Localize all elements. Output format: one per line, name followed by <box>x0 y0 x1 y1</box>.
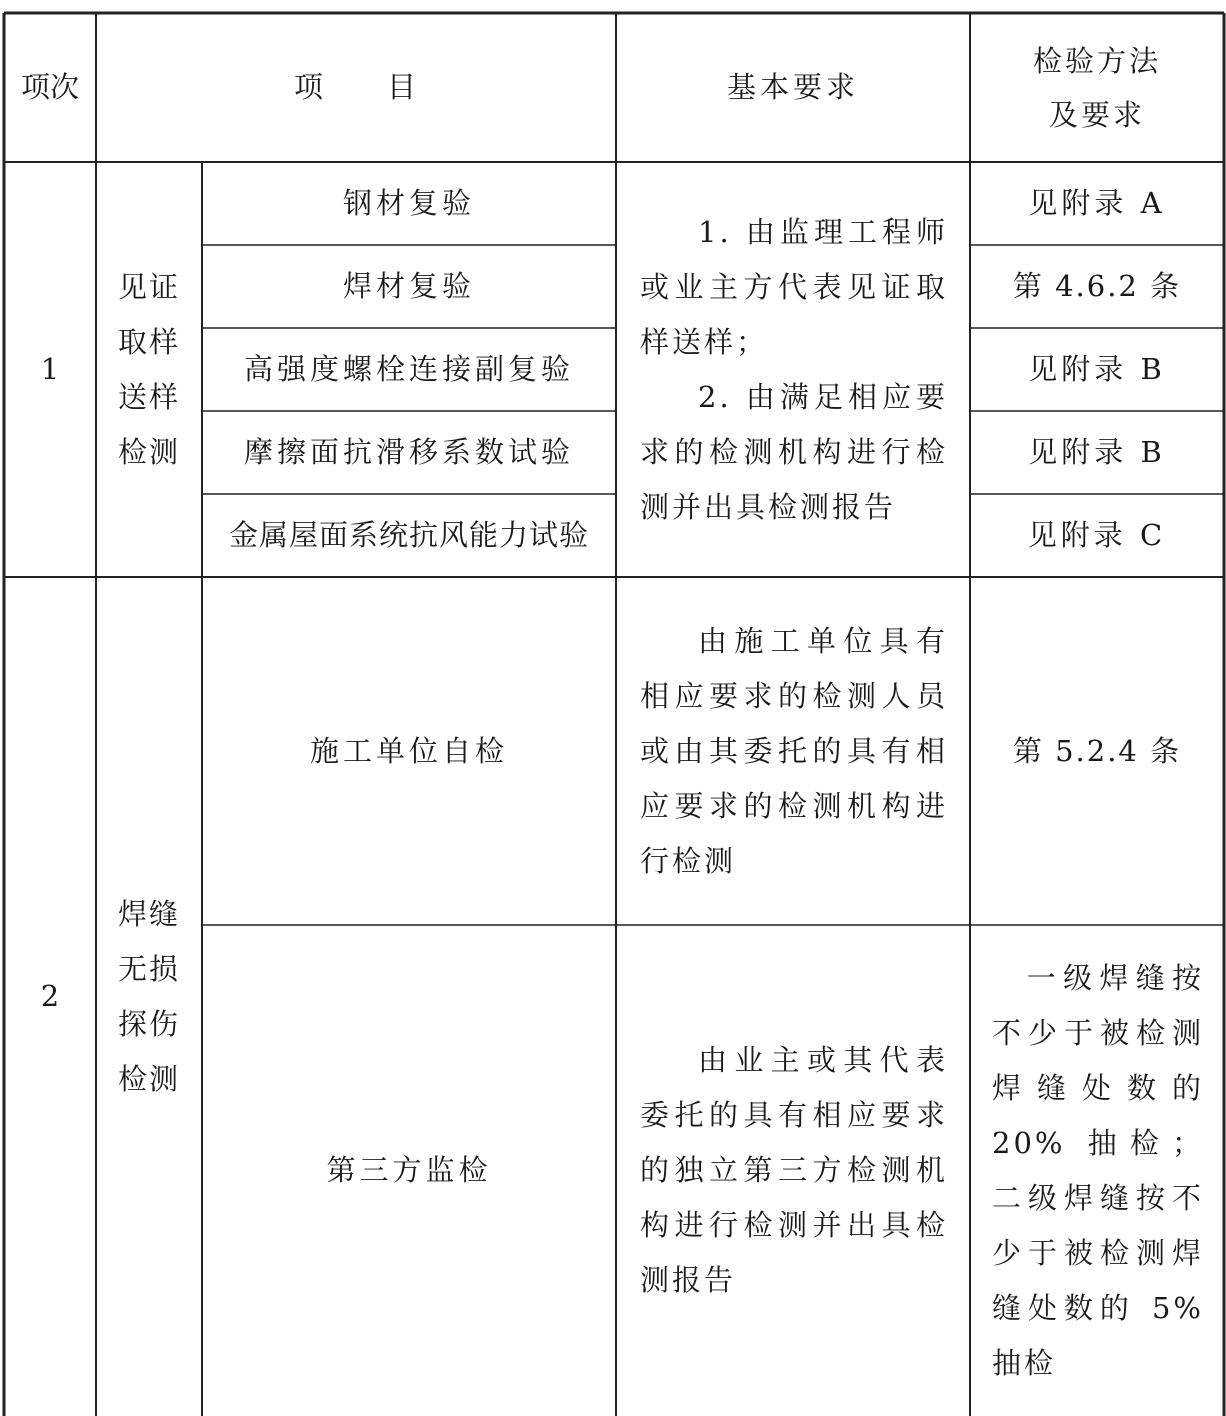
group1-item-method: 见附录 B <box>1028 352 1166 386</box>
header-index: 项次 <box>20 70 79 104</box>
group1-requirement-p2: 2. 由满足相应要求的检测机构进行检测并出具检测报告 <box>640 379 948 524</box>
group2-item-requirement <box>616 577 970 925</box>
group1-requirement <box>616 162 970 577</box>
group2-category <box>96 577 202 1416</box>
header-item <box>96 13 616 162</box>
group2-category-line: 探伤 <box>117 1006 180 1041</box>
group2-category-line: 无损 <box>117 951 180 986</box>
header-method <box>970 13 1224 162</box>
group1-item-name: 摩擦面抗滑移系数试验 <box>243 435 574 469</box>
group2-category-line: 检测 <box>117 1061 180 1096</box>
group1-category-line: 取样 <box>117 324 180 359</box>
group2-category-line: 焊缝 <box>117 896 180 931</box>
group2-item-name: 施工单位自检 <box>309 733 508 768</box>
group2-item-method <box>970 925 1224 1416</box>
group1-item-name: 钢材复验 <box>342 186 475 220</box>
group1-category-line: 送样 <box>117 379 180 414</box>
group1-category-line: 检测 <box>117 434 180 469</box>
group2-index: 2 <box>40 979 60 1013</box>
group1-category-line: 见证 <box>117 269 180 304</box>
header-method-line2: 及要求 <box>1048 97 1145 132</box>
group2-item-requirement <box>616 925 970 1416</box>
group2-item-method: 第 5.2.4 条 <box>1012 733 1182 768</box>
group2-item-method-text: 一级焊缝按不少于被检测焊缝处数的 20% 抽检；二级焊缝按不少于被检测焊缝处数的 5% 抽检 <box>992 960 1204 1380</box>
group1-item-method: 见附录 C <box>1027 518 1167 552</box>
group1-item-method: 见附录 B <box>1028 435 1166 469</box>
group1-item-name: 金属屋面系统抗风能力试验 <box>228 518 589 552</box>
header-requirement: 基本要求 <box>726 70 859 104</box>
group1-item-name: 高强度螺栓连接副复验 <box>243 352 574 386</box>
group1-item-name: 焊材复验 <box>342 269 475 303</box>
group1-index: 1 <box>40 352 60 386</box>
group1-category <box>96 162 202 577</box>
header-item-label: 项 目 <box>293 70 418 104</box>
group2-item-requirement-text: 由施工单位具有相应要求的检测人员或由其委托的具有相应要求的检测机构进行检测 <box>640 623 948 878</box>
group1-requirement-p1: 1. 由监理工程师或业主方代表见证取样送样； <box>640 214 948 359</box>
group1-item-method: 第 4.6.2 条 <box>1012 269 1182 303</box>
group1-item-method: 见附录 A <box>1028 186 1166 220</box>
group2-item-name: 第三方监检 <box>326 1153 492 1187</box>
group2-item-requirement-text: 由业主或其代表委托的具有相应要求的独立第三方检测机构进行检测并出具检测报告 <box>640 1043 948 1297</box>
header-method-line1: 检验方法 <box>1032 43 1161 78</box>
